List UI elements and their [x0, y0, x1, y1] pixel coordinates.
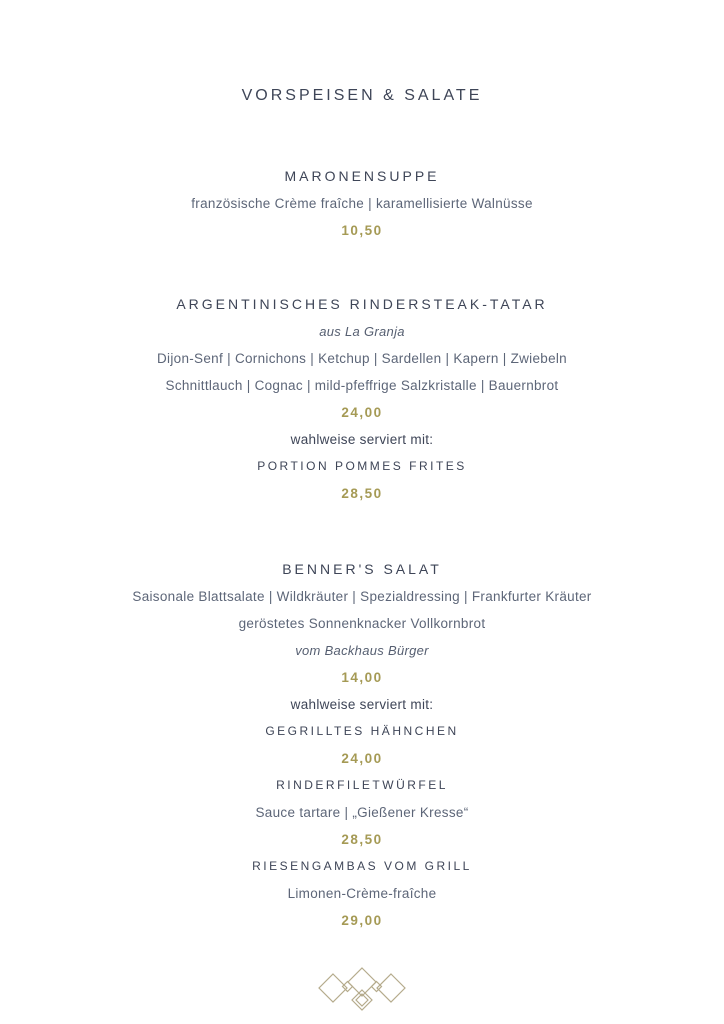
option-price: 24,00 [341, 751, 383, 766]
diamond-cluster-icon [310, 958, 414, 1018]
item-name: BENNER'S SALAT [282, 561, 442, 577]
option-desc: Limonen-Crème-fraîche [287, 886, 437, 901]
menu-item-maronensuppe [0, 163, 724, 244]
option-rinderfiletwuerfel [0, 772, 724, 853]
menu-item-rindersteak-tatar [0, 291, 724, 507]
option-label: wahlweise serviert mit: [290, 432, 434, 447]
item-origin: vom Backhaus Bürger [295, 643, 429, 658]
item-price: 14,00 [341, 670, 383, 685]
menu-item-benners-salat [0, 556, 724, 934]
item-desc: Saisonale Blattsalate | Wildkräuter | Spezialdressing | Frankfurter Kräuter [132, 589, 592, 604]
option-price: 28,50 [341, 486, 383, 501]
option-riesengambas [0, 853, 724, 934]
item-origin: aus La Granja [319, 324, 405, 339]
item-desc: Schnittlauch | Cognac | mild-pfeffrige Salzkristalle | Bauernbrot [165, 378, 559, 393]
option-desc: Sauce tartare | „Gießener Kresse“ [255, 805, 469, 820]
option-gegrilltes-haehnchen [0, 718, 724, 772]
item-desc: Dijon-Senf | Cornichons | Ketchup | Sardellen | Kapern | Zwiebeln [157, 351, 567, 366]
footer-logo [0, 958, 724, 1023]
item-price: 24,00 [341, 405, 383, 420]
item-price: 10,50 [341, 223, 383, 238]
item-desc: französische Crème fraîche | karamellisierte Walnüsse [191, 196, 533, 211]
item-desc: geröstetes Sonnenknacker Vollkornbrot [238, 616, 486, 631]
item-name: ARGENTINISCHES RINDERSTEAK-TATAR [176, 296, 548, 312]
page-title: VORSPEISEN & SALATE [241, 87, 483, 104]
item-name: MARONENSUPPE [284, 168, 440, 184]
option-name: RIESENGAMBAS VOM GRILL [252, 859, 472, 873]
option-price: 28,50 [341, 832, 383, 847]
option-name: RINDERFILETWÜRFEL [276, 778, 448, 792]
option-name: GEGRILLTES HÄHNCHEN [265, 724, 459, 738]
option-name: PORTION POMMES FRITES [257, 459, 467, 473]
option-label: wahlweise serviert mit: [290, 697, 434, 712]
option-price: 29,00 [341, 913, 383, 928]
